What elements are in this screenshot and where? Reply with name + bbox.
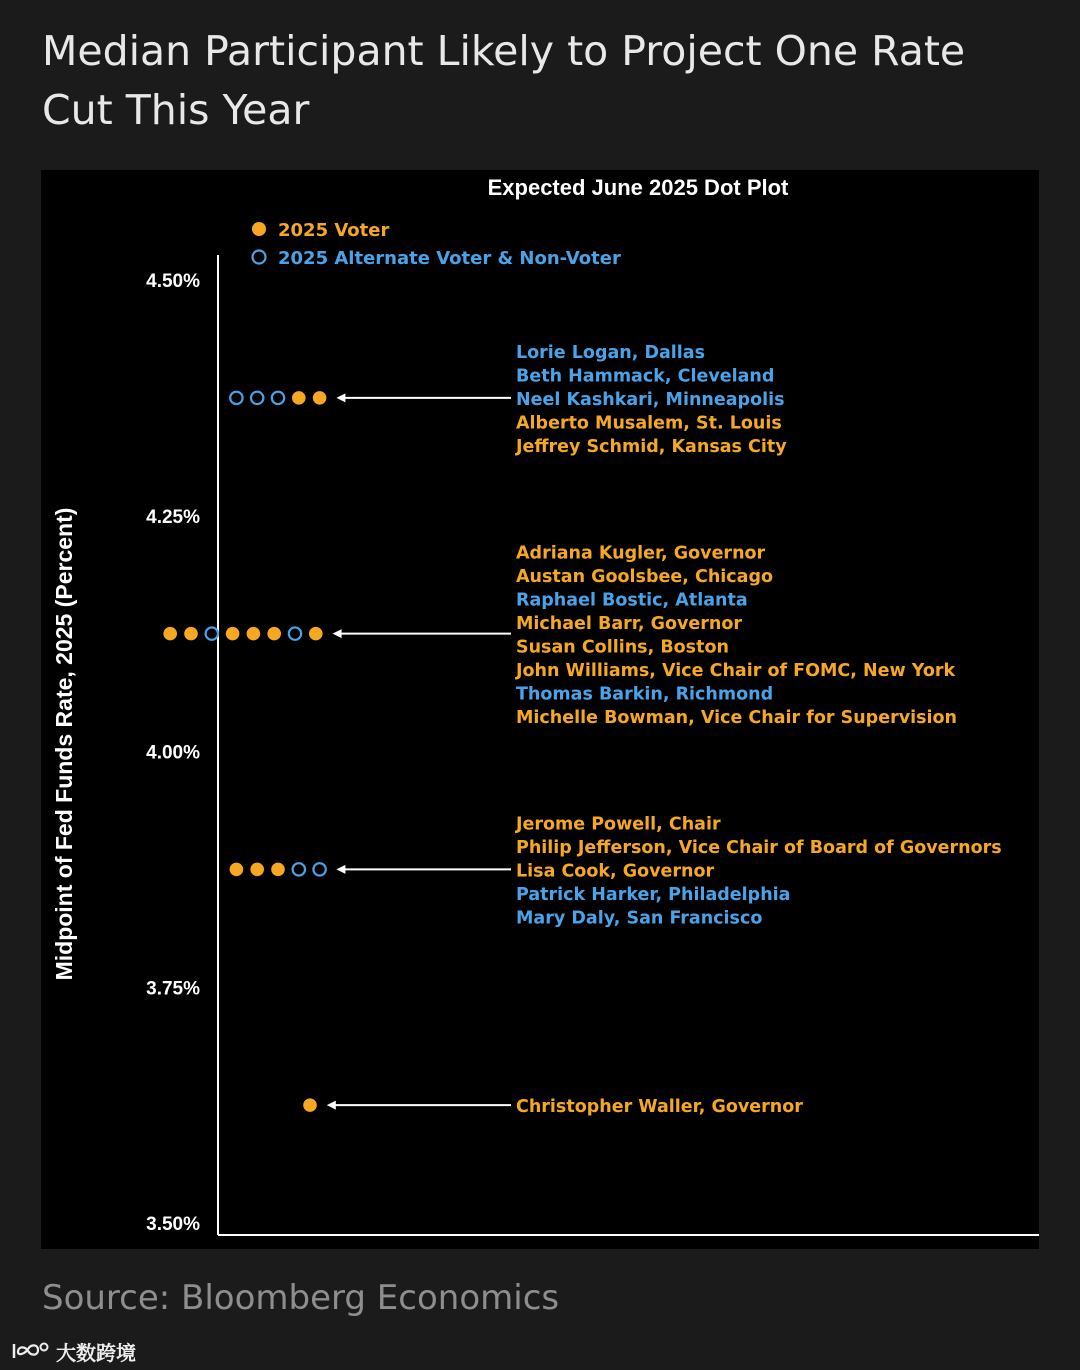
participant-label: Jerome Powell, Chair [516, 814, 721, 835]
y-tick-labels [146, 271, 200, 1235]
rate-group [230, 343, 787, 457]
participant-label: Christopher Waller, Governor [516, 1097, 803, 1118]
participant-label: Alberto Musalem, St. Louis [516, 413, 782, 434]
alternate-dot [230, 392, 242, 404]
voter-dot [313, 391, 327, 405]
y-tick-label: 3.75% [146, 978, 200, 1000]
participant-label: Mary Daly, San Francisco [516, 908, 763, 929]
participant-label: Thomas Barkin, Richmond [516, 684, 774, 705]
chart-title: Expected June 2025 Dot Plot [487, 175, 789, 200]
voter-dot [163, 627, 177, 641]
rate-group [230, 814, 1002, 928]
participant-label: Patrick Harker, Philadelphia [516, 884, 791, 905]
voter-dot [267, 627, 281, 641]
pointer-arrow-head [333, 629, 342, 638]
pointer-arrow-head [336, 393, 345, 402]
infinity-logo-icon [10, 1338, 50, 1364]
pointer-arrow-head [336, 865, 345, 874]
participant-label: Michelle Bowman, Vice Chair for Supervision [516, 707, 957, 728]
y-tick-label: 4.50% [146, 271, 200, 292]
rate-group [303, 1097, 803, 1117]
voter-dot [309, 627, 323, 641]
participant-label: Neel Kashkari, Minneapolis [516, 389, 785, 410]
headline: Median Participant Likely to Project One Rate Cut This Year [42, 27, 966, 134]
voter-dot [226, 627, 240, 641]
y-tick-label: 4.25% [146, 506, 200, 528]
voter-dot [250, 863, 264, 877]
source-note: Source: Bloomberg Economics [42, 1278, 560, 1318]
voter-dot [230, 863, 244, 877]
alternate-dot [293, 863, 305, 875]
participant-label: Lorie Logan, Dallas [516, 342, 706, 363]
participant-label: Austan Goolsbee, Chicago [516, 566, 774, 587]
dot-groups [163, 343, 1001, 1117]
legend-alternate-marker [253, 251, 266, 264]
participant-label: Lisa Cook, Governor [516, 861, 715, 882]
legend-alternate-label: 2025 Alternate Voter & Non-Voter [278, 248, 621, 269]
watermark [10, 1336, 136, 1366]
participant-label: Philip Jefferson, Vice Chair of Board of Governors [516, 837, 1002, 858]
alternate-dot [251, 392, 263, 404]
participant-label: Susan Collins, Boston [516, 637, 729, 658]
voter-dot [292, 391, 306, 405]
participant-label: Beth Hammack, Cleveland [516, 366, 775, 387]
participant-label: John Williams, Vice Chair of FOMC, New York [516, 660, 956, 681]
participant-label: Jeffrey Schmid, Kansas City [516, 436, 787, 457]
voter-dot [271, 863, 285, 877]
dot-plot-chart [41, 170, 1039, 1249]
chart-svg [41, 170, 1039, 1249]
y-tick-label: 4.00% [146, 742, 200, 764]
legend-voter-marker [252, 222, 266, 236]
pointer-arrow-head [327, 1101, 336, 1110]
y-tick-label: 3.50% [146, 1214, 200, 1235]
participant-label: Adriana Kugler, Governor [516, 543, 766, 564]
y-axis-label: Midpoint of Fed Funds Rate, 2025 (Percent) [51, 507, 77, 981]
voter-dot [303, 1098, 317, 1112]
participant-label: Raphael Bostic, Atlanta [516, 590, 748, 611]
alternate-dot [313, 863, 325, 875]
alternate-dot [206, 627, 218, 639]
rate-group [163, 543, 957, 728]
legend-voter-label: 2025 Voter [278, 220, 390, 241]
voter-dot [247, 627, 261, 641]
alternate-dot [289, 627, 301, 639]
watermark-text: 大数跨境 [56, 1340, 136, 1365]
participant-label: Michael Barr, Governor [516, 613, 742, 634]
voter-dot [184, 627, 198, 641]
alternate-dot [272, 392, 284, 404]
